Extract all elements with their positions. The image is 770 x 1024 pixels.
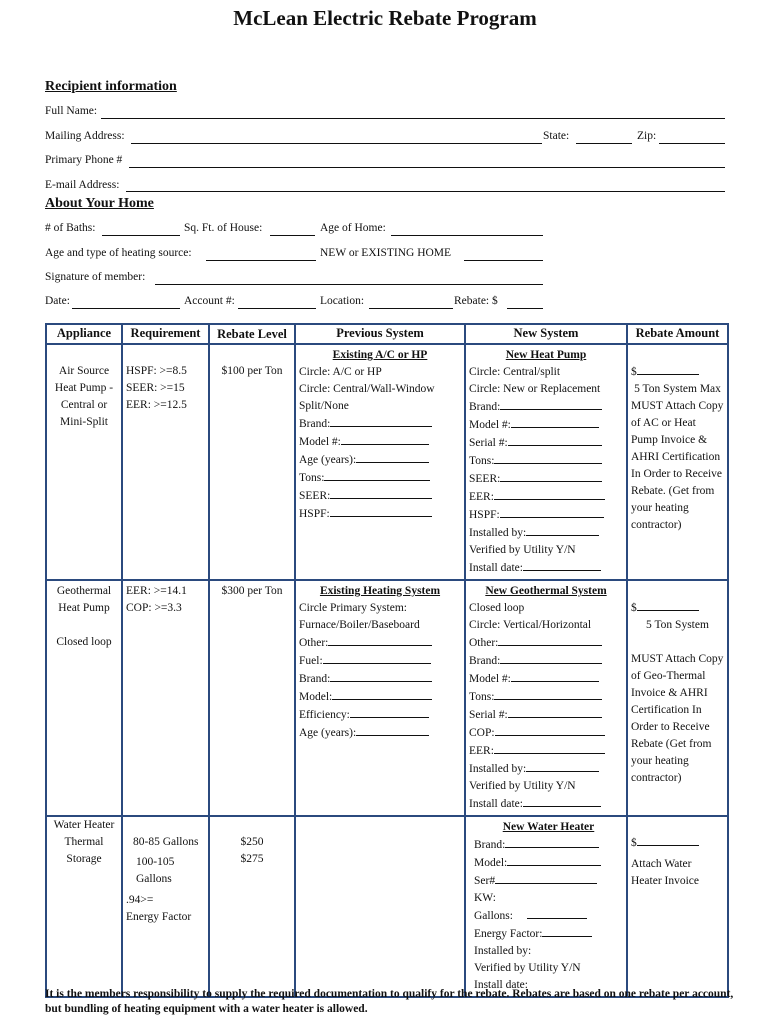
- wh-appliance: [46, 816, 122, 997]
- form-field[interactable]: Model #:: [469, 670, 623, 688]
- new-existing-label: NEW or EXISTING HOME: [320, 247, 452, 259]
- appliance-line: Heat Pump: [58, 602, 110, 614]
- page-title: McLean Electric Rebate Program: [233, 6, 537, 30]
- baths-label: # of Baths:: [45, 222, 96, 234]
- phone-field[interactable]: [129, 167, 725, 168]
- requirement-line: HSPF: >=8.5: [126, 365, 187, 377]
- appliance-line: Geothermal: [56, 585, 112, 597]
- wh-rebate-level: [209, 816, 295, 997]
- form-field[interactable]: Model #:: [299, 433, 461, 451]
- sqft-label: Sq. Ft. of House:: [184, 222, 263, 234]
- form-field[interactable]: HSPF:: [299, 505, 461, 523]
- header-requirement: Requirement: [122, 324, 209, 344]
- requirement-line: .94>=: [126, 894, 154, 906]
- form-field[interactable]: Energy Factor:: [474, 925, 623, 943]
- form-field[interactable]: SEER:: [469, 470, 623, 488]
- amount-field[interactable]: $: [631, 363, 724, 381]
- geo-rebate-amount: [627, 580, 728, 816]
- form-field[interactable]: COP:: [469, 724, 623, 742]
- email-label: E-mail Address:: [45, 179, 120, 191]
- requirement-line: EER: >=14.1: [126, 585, 187, 597]
- table-row: [46, 344, 728, 580]
- requirement-line: COP: >=3.3: [126, 602, 182, 614]
- form-field[interactable]: KW:: [474, 892, 496, 904]
- ashp-rebate-level: $100 per Ton: [209, 344, 295, 580]
- table-row: [46, 580, 728, 816]
- header-rebate-amount: Rebate Amount: [627, 324, 728, 344]
- ashp-rebate-amount: [627, 344, 728, 580]
- option-line[interactable]: Circle: A/C or HP: [299, 366, 382, 378]
- verified-line[interactable]: Verified by Utility Y/N: [469, 544, 576, 556]
- date-label: Date:: [45, 295, 70, 307]
- home-heading: About Your Home: [45, 196, 154, 211]
- appliance-line: Thermal: [64, 836, 104, 848]
- appliance-line: Mini-Split: [60, 416, 108, 428]
- ashp-appliance: [46, 344, 122, 580]
- form-field[interactable]: Install date:: [469, 559, 623, 577]
- form-field[interactable]: Serial #:: [469, 706, 623, 724]
- amount-note: Attach Water Heater Invoice: [631, 858, 700, 887]
- amount-note: MUST Attach Copy of Geo-Thermal Invoice & AHRI Certification In Order to Receive Rebate (Get from your heating contractor): [631, 653, 724, 784]
- section-title: New Geothermal System: [485, 585, 607, 597]
- rebate-field[interactable]: [507, 308, 543, 309]
- header-new-system: New System: [465, 324, 627, 344]
- option-line[interactable]: Circle Primary System:: [299, 602, 407, 614]
- form-field[interactable]: Tons:: [299, 469, 461, 487]
- full-name-field[interactable]: [101, 118, 725, 119]
- option-line[interactable]: Split/None: [299, 400, 349, 412]
- form-field[interactable]: Age (years):: [299, 724, 461, 742]
- ashp-requirement: [122, 344, 209, 580]
- form-field[interactable]: Tons:: [469, 688, 623, 706]
- form-field[interactable]: Brand:: [469, 398, 623, 416]
- form-field[interactable]: Model:: [474, 854, 623, 872]
- signature-label: Signature of member:: [45, 271, 146, 283]
- signature-field[interactable]: [155, 284, 543, 285]
- appliance-line: Storage: [66, 853, 102, 865]
- mailing-address-field[interactable]: [131, 143, 542, 144]
- form-field[interactable]: EER:: [469, 742, 623, 760]
- ashp-previous-system: [295, 344, 465, 580]
- table-header-row: [46, 324, 728, 344]
- form-field[interactable]: Installed by:: [469, 760, 623, 778]
- new-existing-field[interactable]: [464, 260, 543, 261]
- phone-label: Primary Phone #: [45, 154, 123, 166]
- mailing-address-label: Mailing Address:: [45, 130, 125, 142]
- form-field[interactable]: Age (years):: [299, 451, 461, 469]
- geo-previous-system: [295, 580, 465, 816]
- rebate-label: Rebate: $: [454, 295, 498, 307]
- form-field[interactable]: Verified by Utility Y/N: [474, 962, 581, 974]
- email-field[interactable]: [126, 191, 725, 192]
- option-line[interactable]: Circle: Central/split: [469, 366, 561, 378]
- full-name-label: Full Name:: [45, 105, 98, 117]
- form-field[interactable]: EER:: [469, 488, 623, 506]
- requirement-line: 80-85 Gallons: [133, 836, 199, 848]
- form-field[interactable]: Model:: [299, 688, 461, 706]
- account-field[interactable]: [238, 308, 316, 309]
- ashp-new-system: [465, 344, 627, 580]
- footer-note: It is the members responsibility to supply the required documentation to qualify for the rebate. Rebates are based on one rebate per account, but bundling of heating equipment with a water heater is allowed.: [45, 988, 734, 1015]
- form-field[interactable]: Install date:: [469, 795, 623, 813]
- zip-label: Zip:: [637, 130, 657, 142]
- amount-max: 5 Ton System Max: [634, 383, 721, 395]
- form-field[interactable]: Other:: [299, 634, 461, 652]
- appliance-line: Central or: [60, 399, 108, 411]
- form-field[interactable]: Installed by:: [474, 945, 532, 957]
- form-field[interactable]: Gallons:: [474, 907, 623, 925]
- geo-rebate-level: $300 per Ton: [209, 580, 295, 816]
- wh-previous-system: [295, 816, 465, 997]
- zip-field[interactable]: [659, 143, 725, 144]
- section-title: Existing Heating System: [319, 585, 441, 597]
- state-label: State:: [543, 130, 570, 142]
- amount-note: MUST Attach Copy of AC or Heat Pump Invoice & AHRI Certification In Order to Receive Rebate. (Get from your heating contractor): [631, 400, 724, 531]
- form-field[interactable]: Tons:: [469, 452, 623, 470]
- form-field[interactable]: Install date:: [474, 979, 528, 991]
- appliance-line: Air Source: [58, 365, 110, 377]
- option-line[interactable]: Furnace/Boiler/Baseboard: [299, 619, 420, 631]
- wh-rebate-amount: [627, 816, 728, 997]
- header-previous-system: Previous System: [295, 324, 465, 344]
- sqft-field[interactable]: [270, 235, 315, 236]
- requirement-line: Gallons: [136, 873, 172, 885]
- section-title: Existing A/C or HP: [332, 349, 428, 361]
- rebate-level-line: $275: [240, 853, 264, 865]
- form-field[interactable]: Other:: [469, 634, 623, 652]
- form-field[interactable]: Brand:: [474, 836, 623, 854]
- recipient-heading: Recipient information: [45, 79, 177, 94]
- form-field[interactable]: SEER:: [299, 487, 461, 505]
- amount-field[interactable]: $: [631, 599, 724, 617]
- form-field[interactable]: Brand:: [299, 415, 461, 433]
- header-rebate-level: Rebate Level: [209, 324, 295, 344]
- appliance-line: Closed loop: [56, 636, 112, 648]
- rebate-level-line: $250: [240, 836, 264, 848]
- geo-requirement: [122, 580, 209, 816]
- option-line[interactable]: Closed loop: [469, 602, 525, 614]
- verified-line[interactable]: Verified by Utility Y/N: [469, 780, 576, 792]
- heating-source-label: Age and type of heating source:: [45, 247, 192, 259]
- form-field[interactable]: HSPF:: [469, 506, 623, 524]
- appliance-line: Heat Pump -: [54, 382, 114, 394]
- form-field[interactable]: Efficiency:: [299, 706, 461, 724]
- form-field[interactable]: Fuel:: [299, 652, 461, 670]
- form-field[interactable]: Serial #:: [469, 434, 623, 452]
- wh-new-system: [465, 816, 627, 997]
- heating-source-field[interactable]: [206, 260, 316, 261]
- baths-field[interactable]: [102, 235, 180, 236]
- header-appliance: Appliance: [46, 324, 122, 344]
- amount-max: 5 Ton System: [646, 619, 709, 631]
- table-row: [46, 816, 728, 997]
- location-field[interactable]: [369, 308, 453, 309]
- form-field[interactable]: Brand:: [469, 652, 623, 670]
- section-title: New Water Heater: [502, 821, 595, 833]
- age-home-label: Age of Home:: [320, 222, 386, 234]
- option-line[interactable]: Circle: New or Replacement: [469, 383, 601, 395]
- location-label: Location:: [320, 295, 365, 307]
- option-line[interactable]: Circle: Vertical/Horizontal: [469, 619, 592, 631]
- age-home-field[interactable]: [391, 235, 543, 236]
- amount-field[interactable]: $: [631, 834, 724, 852]
- form-field[interactable]: Brand:: [299, 670, 461, 688]
- geo-new-system: [465, 580, 627, 816]
- form-field[interactable]: Installed by:: [469, 524, 623, 542]
- option-line[interactable]: Circle: Central/Wall-Window: [299, 383, 435, 395]
- state-field[interactable]: [576, 143, 632, 144]
- appliance-line: Water Heater: [53, 819, 115, 831]
- section-title: New Heat Pump: [505, 349, 587, 361]
- wh-requirement: [122, 816, 209, 997]
- form-field[interactable]: Model #:: [469, 416, 623, 434]
- requirement-line: 100-105: [136, 856, 175, 868]
- date-field[interactable]: [72, 308, 180, 309]
- rebate-table: [45, 323, 729, 998]
- requirement-line: SEER: >=15: [126, 382, 185, 394]
- account-label: Account #:: [184, 295, 235, 307]
- requirement-line: Energy Factor: [126, 911, 192, 923]
- geo-appliance: [46, 580, 122, 816]
- form-field[interactable]: Ser#: [474, 872, 623, 890]
- requirement-line: EER: >=12.5: [126, 399, 187, 411]
